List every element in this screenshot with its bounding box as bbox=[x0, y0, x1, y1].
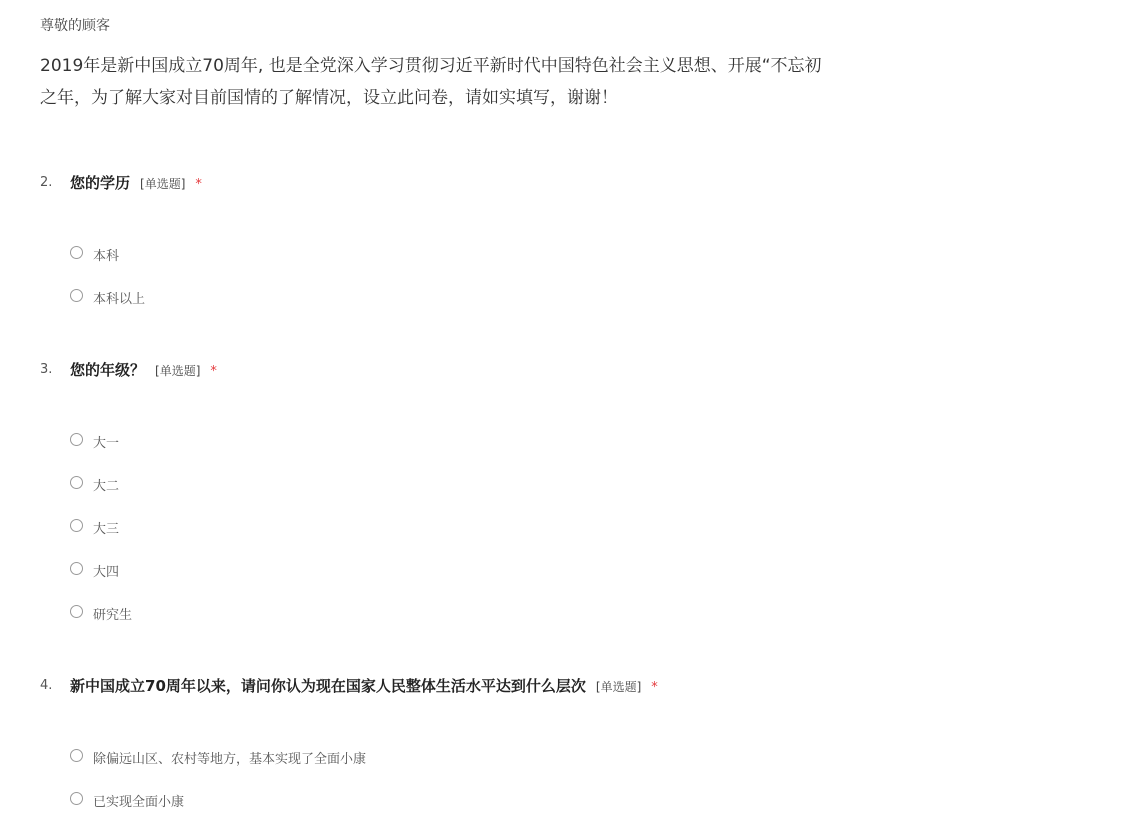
option-label: 本科 bbox=[93, 249, 120, 264]
required-marker: * bbox=[210, 364, 217, 379]
required-marker: * bbox=[195, 177, 202, 192]
option-label: 大二 bbox=[93, 479, 120, 494]
radio-button[interactable] bbox=[70, 289, 83, 302]
question-education bbox=[40, 172, 890, 307]
question-title: 新中国成立70周年以来，请问你认为现在国家人民整体生活水平达到什么层次 bbox=[70, 677, 586, 695]
option-label: 大三 bbox=[93, 522, 120, 537]
intro-paragraph bbox=[40, 50, 1140, 114]
question-grade bbox=[40, 359, 890, 623]
option-label: 除偏远山区、农村等地方，基本实现了全面小康 bbox=[93, 752, 367, 767]
question-header bbox=[40, 172, 890, 196]
option-label: 大一 bbox=[93, 436, 120, 451]
question-type-tag: [单选题] bbox=[595, 680, 642, 694]
question-header bbox=[40, 675, 890, 699]
option-label: 研究生 bbox=[93, 608, 133, 623]
question-type-tag: [单选题] bbox=[140, 177, 186, 191]
radio-button[interactable] bbox=[70, 476, 83, 489]
question-type-tag: [单选题] bbox=[155, 364, 201, 378]
required-marker: * bbox=[651, 680, 658, 695]
question-header bbox=[40, 359, 890, 383]
question-number: 4. bbox=[40, 678, 53, 693]
radio-button[interactable] bbox=[70, 519, 83, 532]
radio-button[interactable] bbox=[70, 246, 83, 259]
question-number: 3. bbox=[40, 362, 53, 377]
option-label: 已实现全面小康 bbox=[93, 795, 185, 810]
radio-button[interactable] bbox=[70, 433, 83, 446]
radio-button[interactable] bbox=[70, 792, 83, 805]
greeting-text: 尊敬的顾客 bbox=[40, 18, 110, 34]
intro-line-2: 之年，为了解大家对目前国情的了解情况，设立此问卷，请如实填写，谢谢！ bbox=[40, 88, 618, 108]
option-label: 本科以上 bbox=[93, 292, 146, 307]
question-title: 您的年级？ bbox=[70, 361, 146, 379]
radio-button[interactable] bbox=[70, 562, 83, 575]
question-title: 您的学历 bbox=[70, 174, 131, 192]
question-number: 2. bbox=[40, 175, 53, 190]
intro-line-1: 2019年是新中国成立70周年, 也是全党深入学习贯彻习近平新时代中国特色社会主义思想、开展“不忘初 bbox=[40, 56, 822, 76]
option-label: 大四 bbox=[93, 565, 120, 580]
radio-button[interactable] bbox=[70, 605, 83, 618]
radio-button[interactable] bbox=[70, 749, 83, 762]
question-living-standard bbox=[40, 675, 890, 810]
